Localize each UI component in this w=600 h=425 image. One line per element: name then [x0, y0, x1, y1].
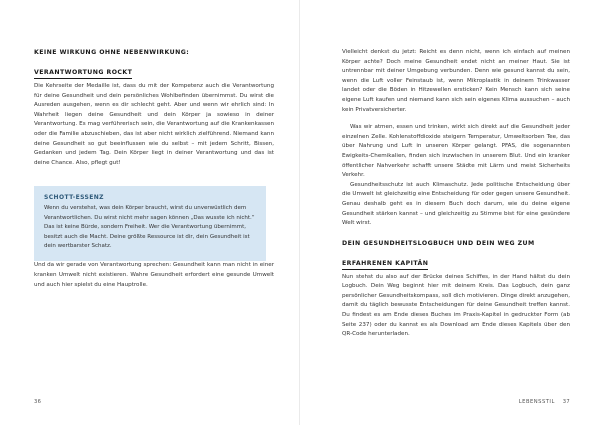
body-paragraph: Was wir atmen, essen und trinken, wirkt sich direkt auf die Gesundheit jeder einzelnen Zelle. Kohlenstoffdioxide steigern Temperatur, Umweltsorben Tee, das über Nahrung und Luft in unseren Körper gelangt. PFAS, die sogenannten Ewigkeits-Chemikalien, finden sich inzwischen in unserem Blut. Und ein kranker öffentlicher Nahverkehr schafft unsere Städte mit Lärm und meist Sicherheits Verkehr. [342, 124, 570, 179]
section-heading-line1: KEINE WIRKUNG OHNE NEBENWIRKUNG: [34, 49, 190, 56]
running-footer-title: LEBENSSTIL [518, 399, 555, 405]
section-heading-line2: VERANTWORTUNG ROCKT [34, 68, 132, 79]
section-heading-line2: ERFAHRENEN KAPITÄN [342, 259, 428, 270]
page-number-left: 36 [34, 399, 42, 405]
body-paragraph: Vielleicht denkst du jetzt: Reicht es denn nicht, wenn ich einfach auf meinen Körper achte? Doch meine Gesundheit endet nicht an meiner Haut. Sie ist untrennbar mit deiner Umgebung verbunden. Denn wie gesund kannst du sein, wenn die Luft voller Feinstaub ist, wenn Mikroplastik in deinem Trinkwasser landet oder die Böden in Hitzewellen ersticken? Kein Mensch kann sich seine eigene Luft kaufen und niemand kann sich sein eigenes Klima aussuchen – auch kein Privatversicherter. [342, 49, 570, 113]
body-paragraph: Nun stehst du also auf der Brücke deines Schiffes, in der Hand hältst du dein Logbuch. Dein Weg beginnt hier mit deinem Kreis. Das Logbuch, dein ganz persönlicher Gesundheitskompass, soll dich motivieren. Dinge direkt anzugehen, damit du täglich bewusste Entscheidungen für deine Gesundheit treffen kannst. Du findest es am Ende dieses Buches im Praxis-Kapitel in gedruckter Form (ab Seite 237) oder du kannst es als Download am Ende dieses Kapitels über den QR-Code herunterladen. [342, 273, 570, 338]
page-number-right: 37 [562, 399, 570, 405]
essence-box [34, 186, 266, 261]
essence-box-text: Wenn du verstehst, was dein Körper braucht, wirst du unverwüstlich dem Verantwortlichen. Du wirst nicht mehr sagen können „Das wusste ich nicht.“ Das ist keine Bürde, sondern Freiheit. Wer die Verantwortung übernimmt, besitzt auch die Macht. Deine größte Ressource ist dir, dein Gesundheit ist dein wertbarster Schatz. [44, 205, 255, 249]
section-heading-line1: DEIN GESUNDHEITSLOGBUCH UND DEIN WEG ZUM [342, 239, 535, 247]
page-footer-right [519, 399, 570, 405]
essence-box-heading: SCHOTT-ESSENZ [44, 194, 104, 202]
right-column [342, 48, 570, 340]
body-paragraph: Die Kehrseite der Medaille ist, dass du mit der Kompetenz auch die Verantwortung für deine Gesundheit und dein persönliches Wohlbefinden übernimmst. Du wirst die Ausreden ausgehen, wenn es dir schlecht geht. Aber und wenn wir ehrlich sind: In Wahrheit liegen deine Gesundheit und dein Körper ja sowieso in deiner Verantwortung. Es mag verführerisch sein, die Verantwortung auf die Krankenkassen oder die Familie abzuschieben, das ist aber nicht wirklich zielführend. Niemand kann deine Gesundheit so gut beeinflussen wie du selbst – mit jedem Schritt, Bissen, Gedanken und jedem Tag. Dein Körper liegt in deiner Verantwortung und das ist deine Chance. Also, pflegt gut! [34, 83, 274, 166]
right-page [300, 0, 600, 425]
left-column [34, 48, 274, 290]
body-paragraph: Gesundheitsschutz ist auch Klimaschutz. Jede politische Entscheidung über die Umwelt ist gleichzeitig eine Entscheidung für oder gegen unsere Gesundheit. Genau deshalb geht es in diesem Buch doch darum, wie du deine eigene Gesundheit stärken kannst – und gleichzeitig zu Stimme bist für eine gesündere Welt wirst. [342, 181, 570, 227]
body-paragraph: Und da wir gerade von Verantwortung sprechen: Gesundheit kann man nicht in einer kranken Umwelt nicht existieren. Wahre Gesundheit erfordert eine gesunde Umwelt und auch hier spielst du eine Hauptrolle. [34, 262, 274, 288]
